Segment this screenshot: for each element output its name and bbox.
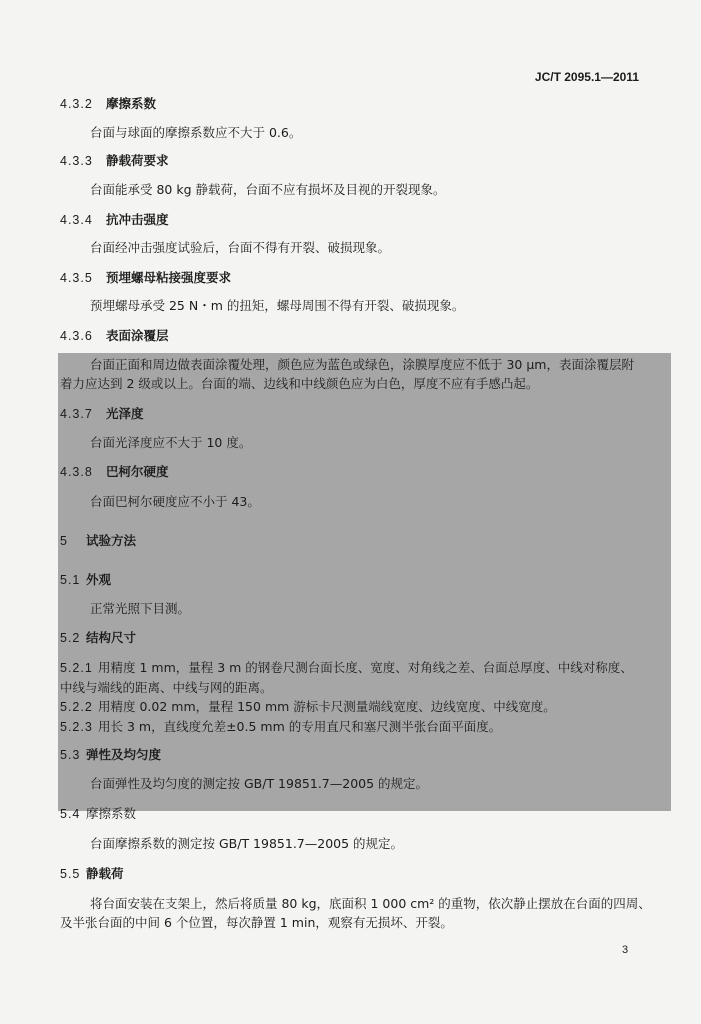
section-heading	[60, 153, 169, 169]
section-title: 结构尺寸	[86, 630, 137, 645]
section-number: 5.2.3	[60, 720, 93, 734]
section-heading	[60, 572, 111, 588]
section-body: 台面与球面的摩擦系数应不大于 0.6。	[90, 125, 302, 140]
section-heading	[60, 866, 124, 882]
section-title: 表面涂覆层	[106, 328, 169, 343]
section-number: 5.3	[60, 748, 81, 762]
section-title: 巴柯尔硬度	[106, 464, 169, 479]
section-heading	[60, 96, 156, 112]
section-body: 台面摩擦系数的测定按 GB/T 19851.7—2005 的规定。	[90, 836, 404, 851]
section-body: 用精度 0.02 mm，量程 150 mm 游标卡尺测量端线宽度、边线宽度、中线宽度。	[98, 699, 556, 714]
section-body: 台面正面和周边做表面涂覆处理，颜色应为蓝色或绿色，涂膜厚度应不低于 30 μm，表面涂覆层附	[90, 357, 634, 372]
section-number: 5.4	[60, 807, 81, 821]
section-heading	[60, 630, 136, 646]
section-number: 5.1	[60, 573, 81, 587]
scan-shaded-region	[58, 353, 671, 811]
clause-line	[60, 719, 501, 735]
section-title: 外观	[86, 572, 112, 587]
section-number: 5.2.2	[60, 700, 93, 714]
section-number: 5.5	[60, 867, 81, 881]
section-title: 摩擦系数	[86, 806, 137, 821]
section-body: 及半张台面的中间 6 个位置，每次静置 1 min，观察有无损坏、开裂。	[60, 915, 453, 930]
section-number: 5.2.1	[60, 661, 93, 675]
section-body: 预埋螺母承受 25 N・m 的扭矩，螺母周围不得有开裂、破损现象。	[90, 298, 465, 313]
section-number: 4.3.2	[60, 97, 93, 111]
section-title: 静载荷要求	[106, 153, 169, 168]
section-body: 将台面安装在支架上，然后将质量 80 kg，底面积 1 000 cm² 的重物，依次静止摆放在台面的四周、	[90, 896, 651, 911]
section-body: 中线与端线的距离、中线与网的距离。	[60, 680, 273, 695]
section-number: 4.3.7	[60, 407, 93, 421]
section-number: 5	[60, 534, 68, 548]
section-number: 4.3.8	[60, 465, 93, 479]
section-body: 正常光照下目测。	[90, 601, 191, 616]
section-heading	[60, 533, 136, 549]
section-title: 试验方法	[86, 533, 137, 548]
clause-line	[60, 699, 556, 715]
clause-line	[60, 660, 633, 676]
section-number: 5.2	[60, 631, 81, 645]
section-number: 4.3.3	[60, 154, 93, 168]
section-heading	[60, 806, 136, 822]
section-title: 弹性及均匀度	[86, 747, 162, 762]
section-body: 用精度 1 mm，量程 3 m 的钢卷尺测台面长度、宽度、对角线之差、台面总厚度、中线对称度、	[98, 660, 633, 675]
section-title: 抗冲击强度	[106, 212, 169, 227]
page-number: 3	[622, 944, 629, 956]
section-number: 4.3.4	[60, 213, 93, 227]
section-number: 4.3.6	[60, 329, 93, 343]
section-body: 台面弹性及均匀度的测定按 GB/T 19851.7—2005 的规定。	[90, 776, 429, 791]
document-code: JC/T 2095.1—2011	[534, 70, 639, 84]
section-title: 光泽度	[106, 406, 144, 421]
section-body: 台面光泽度应不大于 10 度。	[90, 435, 252, 450]
section-number: 4.3.5	[60, 271, 93, 285]
section-body: 着力应达到 2 级或以上。台面的端、边线和中线颜色应为白色，厚度不应有手感凸起。	[60, 376, 539, 391]
section-heading	[60, 212, 169, 228]
section-heading	[60, 270, 231, 286]
section-title: 预埋螺母粘接强度要求	[106, 270, 232, 285]
section-heading	[60, 747, 161, 763]
section-body: 台面巴柯尔硬度应不小于 43。	[90, 494, 260, 509]
section-body: 用长 3 m，直线度允差±0.5 mm 的专用直尺和塞尺测半张台面平面度。	[98, 719, 502, 734]
section-heading	[60, 406, 144, 422]
section-title: 静载荷	[86, 866, 124, 881]
section-heading	[60, 328, 169, 344]
section-body: 台面经冲击强度试验后，台面不得有开裂、破损现象。	[90, 240, 391, 255]
section-title: 摩擦系数	[106, 96, 157, 111]
section-body: 台面能承受 80 kg 静载荷，台面不应有损坏及目视的开裂现象。	[90, 182, 446, 197]
section-heading	[60, 464, 169, 480]
